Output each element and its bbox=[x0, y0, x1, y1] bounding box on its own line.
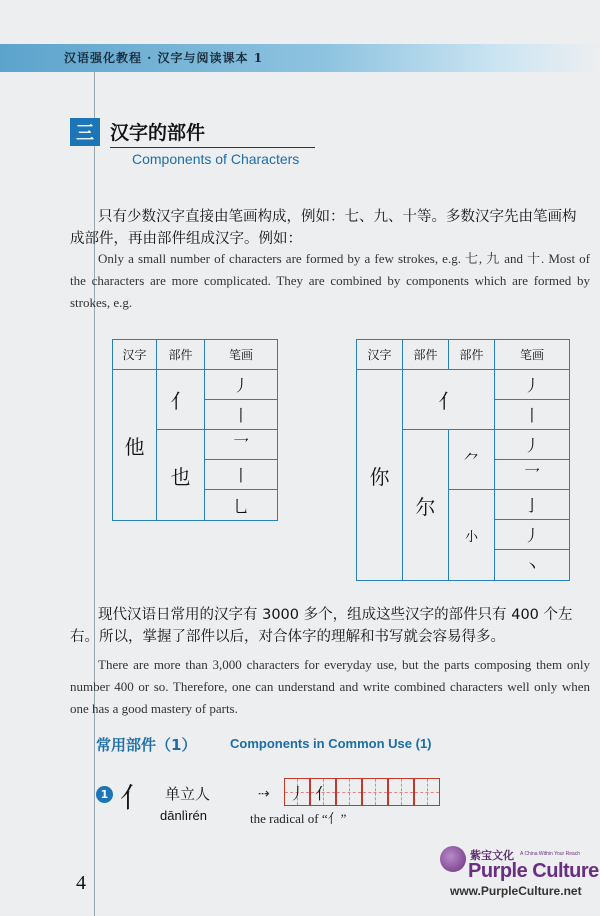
table-header: 部件 bbox=[157, 340, 205, 370]
summary-paragraph-en: There are more than 3,000 characters for everyday use, but the parts composing them only number 400 or so. Therefore, one can understand and write combined characters well only when one has a good mastery of parts. bbox=[70, 657, 590, 716]
table-stroke: 乛 bbox=[495, 460, 569, 490]
table-header: 部件 bbox=[449, 340, 495, 370]
table-header: 汉字 bbox=[357, 340, 403, 370]
table-stroke: 丿 bbox=[495, 370, 569, 400]
margin-rule bbox=[94, 72, 95, 916]
running-title: 汉语强化教程 · 汉字与阅读课本 1 bbox=[64, 51, 264, 65]
table-header: 笔画 bbox=[205, 340, 277, 370]
stroke-practice-box bbox=[362, 778, 388, 806]
table-component: 亻 bbox=[403, 370, 495, 430]
summary-paragraph-zh: 现代汉语日常用的汉字有 3000 多个，组成这些汉字的部件只有 400 个左右。所以，掌握了部件以后，对合体字的理解和书写就会容易得多。 bbox=[70, 607, 573, 645]
logo-chinese-name: 紫宝文化 bbox=[470, 849, 514, 862]
logo-url: www.PurpleCulture.net bbox=[450, 884, 582, 898]
table-stroke: 亅 bbox=[495, 490, 569, 520]
table-stroke: 丿 bbox=[495, 520, 569, 550]
component-description: the radical of “亻” bbox=[250, 811, 347, 826]
common-components-heading-zh: 常用部件（1） bbox=[96, 736, 197, 754]
table-stroke: 丿 bbox=[495, 430, 569, 460]
table-stroke: 丨 bbox=[495, 400, 569, 430]
table-component: 也 bbox=[157, 430, 205, 520]
title-underline bbox=[110, 147, 315, 148]
component-pinyin: dānlìrén bbox=[160, 808, 207, 823]
stroke-step: 亻 bbox=[314, 783, 331, 803]
item-number-badge: 1 bbox=[96, 786, 113, 803]
table-component: 小 bbox=[449, 490, 495, 580]
section-number-badge: 三 bbox=[70, 118, 100, 146]
section-title: 汉字的部件 bbox=[110, 122, 206, 144]
logo-tagline: A China Within Your Reach bbox=[520, 851, 581, 857]
stroke-practice-box bbox=[388, 778, 414, 806]
page-number: 4 bbox=[76, 872, 86, 894]
right-component-table bbox=[356, 339, 570, 581]
logo-name: Purple Culture bbox=[468, 860, 599, 882]
table-character: 你 bbox=[357, 370, 403, 580]
intro-paragraph-zh: 只有少数汉字直接由笔画构成，例如：七、九、十等。多数汉字先由笔画构成部件，再由部件组成汉字。例如： bbox=[70, 209, 577, 247]
table-stroke: 乚 bbox=[232, 496, 249, 516]
intro-paragraph-en: Only a small number of characters are formed by a few strokes, e.g. 七, 九 and 十. Most of the characters are more complicated. They are combined by components which are formed by strokes, e.g. bbox=[70, 251, 590, 310]
table-component: ⺈ bbox=[449, 430, 495, 490]
stroke-practice-box bbox=[284, 778, 310, 806]
table-component: 亻 bbox=[157, 370, 205, 430]
stroke-practice-box bbox=[414, 778, 440, 806]
left-component-table bbox=[112, 339, 278, 521]
table-header: 汉字 bbox=[113, 340, 157, 370]
common-components-heading-en: Components in Common Use (1) bbox=[230, 736, 432, 751]
table-stroke: 丿 bbox=[205, 370, 277, 400]
purple-culture-logo-icon bbox=[440, 846, 466, 872]
stroke-step: 丿 bbox=[288, 783, 305, 803]
table-header: 笔画 bbox=[495, 340, 569, 370]
section-subtitle: Components of Characters bbox=[132, 151, 300, 167]
table-header: 部件 bbox=[403, 340, 449, 370]
component-character: 亻 bbox=[120, 781, 149, 814]
table-character: 他 bbox=[113, 370, 157, 520]
component-name: 单立人 bbox=[165, 785, 211, 803]
table-stroke: 丨 bbox=[205, 460, 277, 490]
stroke-practice-box bbox=[310, 778, 336, 806]
table-stroke: 丶 bbox=[523, 556, 540, 576]
table-component: 尔 bbox=[403, 430, 449, 580]
stroke-practice-box bbox=[336, 778, 362, 806]
arrow-icon: ⇢ bbox=[258, 786, 270, 802]
table-stroke: 乛 bbox=[205, 430, 277, 460]
table-stroke: 丨 bbox=[205, 400, 277, 430]
